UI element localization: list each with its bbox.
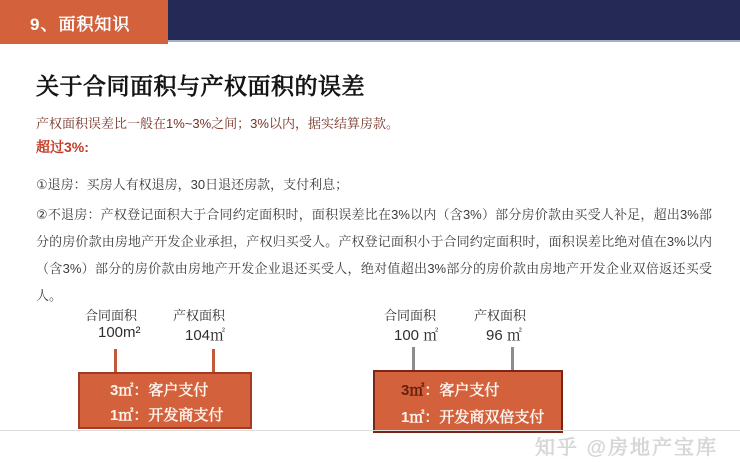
contract-area-label: 合同面积 [85,308,138,323]
connector-line [511,347,514,370]
threshold-label: 超过3%: [36,139,89,155]
section-tab [0,0,168,44]
payer-label: 开发商双倍支付 [439,409,545,426]
section-tab-label: 9、面积知识 [30,14,131,34]
separator: ： [424,409,440,426]
payment-box [373,370,563,433]
slide-title: 关于合同面积与产权面积的误差 [36,73,365,99]
zhihu-watermark: 知乎 @房地产宝库 [534,437,718,459]
connector-line [412,347,415,370]
property-area-label: 产权面积 [474,308,527,323]
intro-text: 产权面积误差比一般在1%~3%之间；3%以内，据实结算房款。 [36,116,399,131]
area-amount: 3㎡ [110,382,134,399]
area-amount: 1㎡ [401,409,425,426]
separator: ： [133,407,149,424]
clause-no-refund: ②不退房：产权登记面积大于合同约定面积时，面积误差比在3%以内（含3%）部分房价款由买受人补足，超出3%部分的房价款由房地产开发企业承担，产权归买受人。产权登记面积小于合同约定面积时，面积误差比绝对值在3%以内（含3%）部分的房价款由房地产开发企业退还买受人，绝对值超出3%部分的房价款由房地产开发企业双倍返还买受人。 [36,207,712,303]
property-area-value: 104㎡ [185,327,226,344]
payment-line [401,404,561,431]
connector-line [114,349,117,372]
property-area-value: 96 ㎡ [486,327,522,344]
payer-label: 客户支付 [148,382,209,399]
contract-area-value: 100 ㎡ [394,327,439,344]
payment-box [78,372,252,429]
clause-refund: ①退房：买房人有权退房，30日退还房款，支付利息； [36,177,349,192]
area-amount: 1㎡ [110,407,134,424]
diagram-example-under-area [370,303,570,435]
diagram-example-over-area [75,303,260,433]
payment-line [110,378,250,403]
payment-line [401,377,561,404]
separator: ： [424,382,440,399]
connector-line [212,349,215,372]
contract-area-label: 合同面积 [384,308,437,323]
payer-label: 开发商支付 [148,407,224,424]
separator: ： [133,382,149,399]
area-amount: 3㎡ [401,382,425,399]
contract-area-value: 100m² [98,324,141,341]
property-area-label: 产权面积 [173,308,226,323]
payer-label: 客户支付 [439,382,500,399]
payment-line [110,403,250,428]
